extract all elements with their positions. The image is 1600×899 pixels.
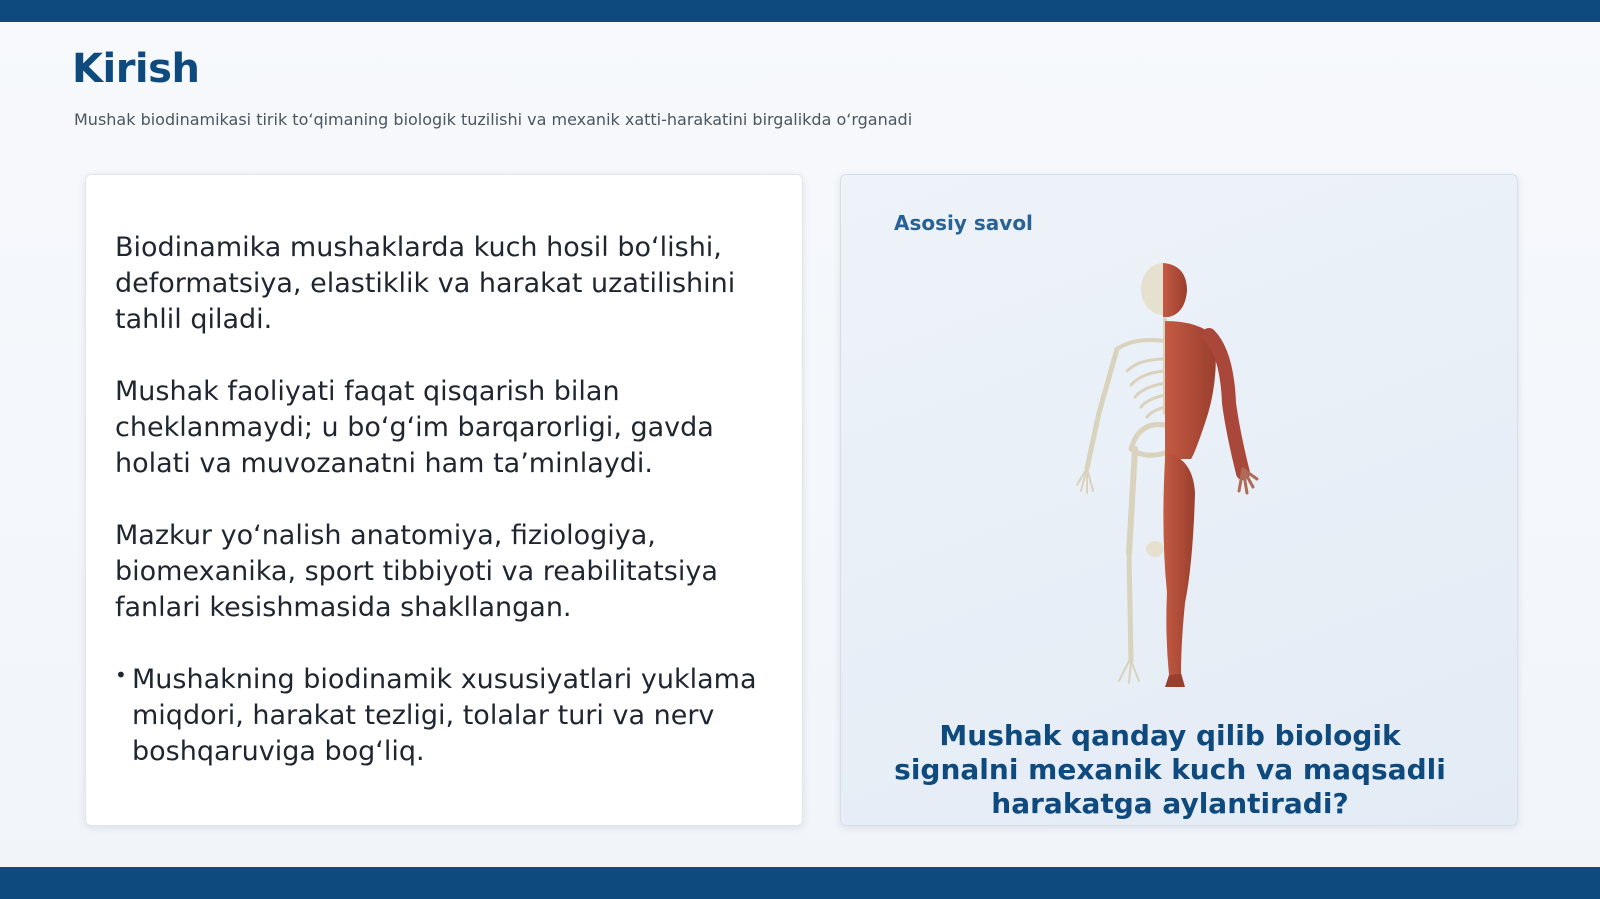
top-bar: [0, 0, 1600, 22]
text-card: [85, 174, 803, 826]
paragraph-1: Biodinamika mushaklarda kuch hosil bo‘lishi, deformatsiya, elastiklik va harakat uzatilishini tahlil qiladi.: [115, 232, 736, 335]
page-title: Kirish: [72, 46, 200, 92]
paragraph-2: Mushak faoliyati faqat qisqarish bilan cheklanmaydi; u bo‘g‘im barqarorligi, gavda holati va muvozanatni ham ta’minlaydi.: [115, 376, 714, 479]
anatomy-figure-icon: [1069, 263, 1281, 691]
page-subtitle: Mushak biodinamikasi tirik to‘qimaning biologik tuzilishi va mexanik xatti-harakatini birgalikda o‘rganadi: [74, 110, 913, 129]
question-card: [840, 174, 1518, 826]
bullet-dot-icon: •: [115, 663, 127, 687]
bottom-bar: [0, 867, 1600, 899]
key-question: Mushak qanday qilib biologik signalni mexanik kuch va maqsadli harakatga aylantiradi?: [894, 719, 1446, 820]
question-label: Asosiy savol: [894, 211, 1033, 235]
bullet-item: [115, 662, 772, 770]
bullet-text: Mushakning biodinamik xususiyatlari yuklama miqdori, harakat tezligi, tolalar turi va nerv boshqaruviga bog‘liq.: [132, 664, 757, 767]
paragraph-3: Mazkur yo‘nalish anatomiya, fiziologiya, biomexanika, sport tibbiyoti va reabilitatsiya fanlari kesishmasida shakllangan.: [115, 520, 718, 623]
